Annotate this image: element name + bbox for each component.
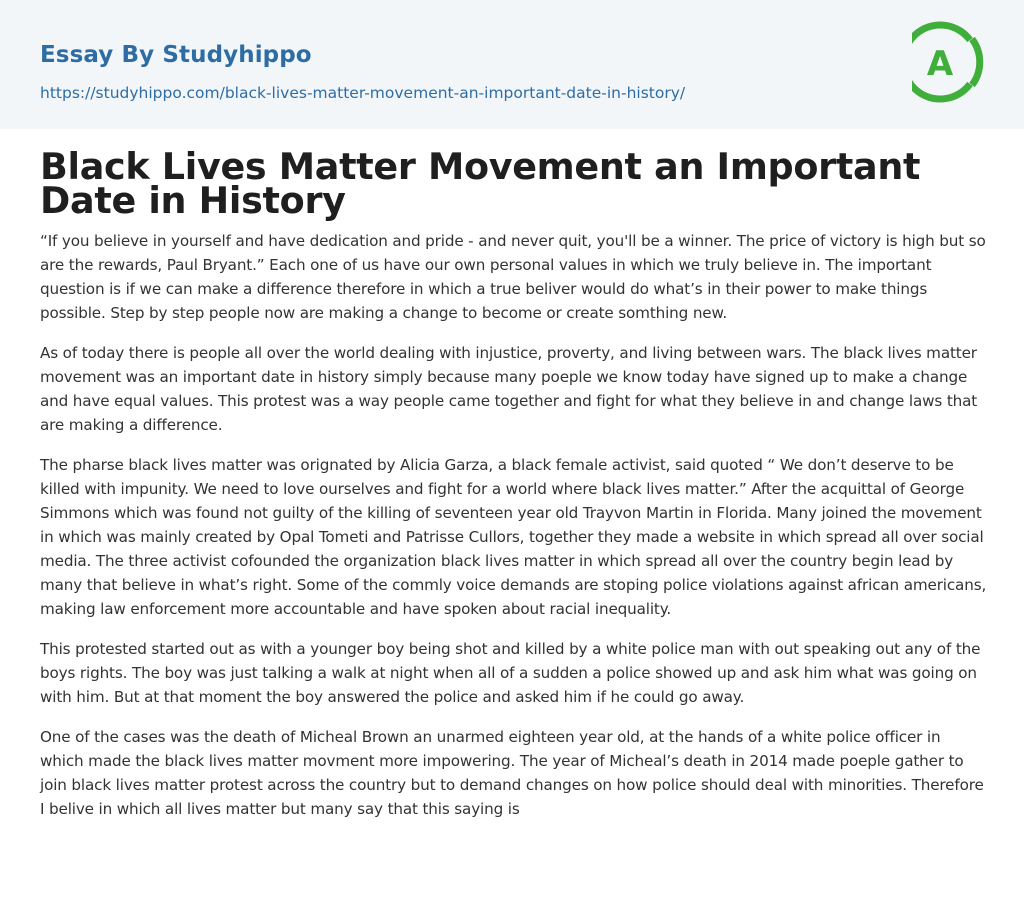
paragraph-2: As of today there is people all over the world dealing with injustice, proverty, and living between wars. The black lives matter movement was an important date in history simply because many poeple we know today have signed up to make a change and have equal values. This protest was a way people came together and fight for what they believe in and change laws that are making a difference.: [40, 344, 978, 434]
paragraph-3: The pharse black lives matter was orignated by Alicia Garza, a black female activist, said quoted “ We don’t deserve to be killed with impunity. We need to love ourselves and fight for a world where black lives matter.” After the acquittal of George Simmons which was found not guilty of the killing of seventeen year old Trayvon Martin in Florida. Many joined the movement in which was mainly created by Opal Tometi and Patrisse Cullors, together they made a website in which spread all over social media. The three activist cofounded the organization black lives matter in which spread all over the country begin lead by many that believe in what’s right. Some of the commly voice demands are stoping police violations against african americans, making law enforcement more accountable and have spoken about racial inequality.: [40, 456, 987, 618]
essay-title: Black Lives Matter Movement an Important Date in History: [40, 145, 921, 222]
article-url-link[interactable]: https://studyhippo.com/black-lives-matter-movement-an-important-date-in-history/: [40, 84, 686, 102]
paragraph-5: One of the cases was the death of Micheal Brown an unarmed eighteen year old, at the hands of a white police officer in which made the black lives matter movment more impowering. The year of Micheal’s death in 2014 made poeple gather to join black lives matter protest across the country but to demand changes on how police should deal with minorities. Therefore I belive in which all lives matter but many say that this saying is: [40, 728, 984, 818]
paragraph-4: This protested started out as with a younger boy being shot and killed by a white police man with out speaking out any of the boys rights. The boy was just talking a walk at night when all of a sudden a police showed up and ask him what was going on with him. But at that moment the boy answered the police and asked him if he could go away.: [40, 640, 981, 706]
essay-body: [40, 229, 988, 837]
brand-title[interactable]: Essay By Studyhippo: [40, 42, 312, 68]
site-header: [0, 0, 1024, 129]
studyhippo-logo-icon[interactable]: [912, 19, 986, 105]
svg-text:A: A: [926, 44, 954, 84]
paragraph-1: “If you believe in yourself and have dedication and pride - and never quit, you'll be a winner. The price of victory is high but so are the rewards, Paul Bryant.” Each one of us have our own personal values in which we truly believe in. The important question is if we can make a difference therefore in which a true beliver would do what’s in their power to make things possible. Step by step people now are making a change to become or create somthing new.: [40, 232, 986, 322]
